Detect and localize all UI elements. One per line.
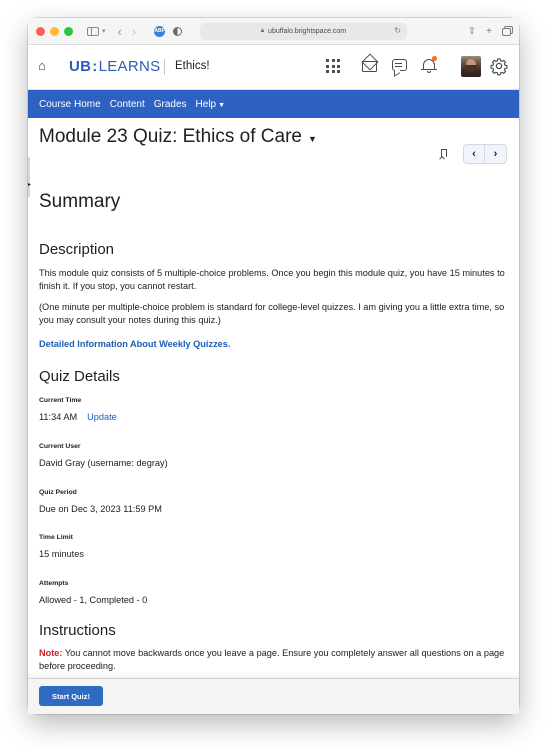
- title-menu-chevron-icon[interactable]: ▼: [307, 133, 317, 144]
- header-divider: [164, 59, 165, 75]
- mail-icon[interactable]: [362, 61, 377, 72]
- browser-window: [28, 18, 519, 714]
- back-arrow-icon[interactable]: ‹: [117, 23, 122, 39]
- tab-overview-icon[interactable]: [502, 28, 511, 36]
- page-title: Module 23 Quiz: Ethics of Care: [39, 126, 302, 147]
- attempts-value: Allowed - 1, Completed - 0: [39, 595, 148, 605]
- chevron-down-icon: ▼: [218, 101, 226, 109]
- attempts-label: Attempts: [39, 580, 69, 587]
- quiz-footer: [28, 678, 519, 714]
- description-note: (One minute per multiple-choice problem is standard for college-level quizzes. I am giving you a little extra time, so you may consult your notes during this quiz.): [39, 302, 505, 325]
- sidebar-toggle-icon[interactable]: [87, 27, 99, 36]
- note-text: You cannot move backwards once you leave a page. Ensure you completely answer all questions on a page before proceeding.: [39, 648, 505, 671]
- note-label: Note:: [39, 648, 63, 658]
- url-text: ubuffalo.brightspace.com: [268, 28, 347, 35]
- adblock-extension-icon[interactable]: ABP: [154, 26, 165, 37]
- course-selector-grid-icon[interactable]: [326, 59, 340, 73]
- bookmark-icon[interactable]: [441, 149, 447, 157]
- chat-icon[interactable]: [392, 59, 407, 71]
- nav-help[interactable]: [196, 99, 226, 110]
- weekly-quizzes-info-link[interactable]: Detailed Information About Weekly Quizzes.: [39, 339, 231, 349]
- start-quiz-button[interactable]: Start Quiz!: [39, 686, 103, 706]
- time-limit-label: Time Limit: [39, 534, 73, 541]
- current-time-value: [39, 412, 117, 422]
- new-tab-icon[interactable]: +: [486, 26, 492, 37]
- description-heading: Description: [39, 241, 115, 258]
- ub-learns-logo[interactable]: [69, 58, 160, 75]
- nav-content[interactable]: Content: [109, 98, 145, 110]
- home-icon[interactable]: ⌂: [38, 58, 46, 73]
- reload-icon[interactable]: ↻: [394, 26, 401, 35]
- quiz-period-value: Due on Dec 3, 2023 11:59 PM: [39, 504, 162, 514]
- quiz-period-label: Quiz Period: [39, 489, 77, 496]
- browser-toolbar: [28, 18, 519, 45]
- chevron-left-icon: ‹: [472, 148, 476, 160]
- time-limit-value: 15 minutes: [39, 549, 84, 559]
- lock-icon: 🔒︎: [260, 28, 265, 34]
- window-controls: [36, 27, 73, 36]
- current-time-label: Current Time: [39, 397, 82, 404]
- logo-learns-text: LEARNS: [98, 58, 161, 75]
- previous-button[interactable]: [463, 144, 485, 164]
- nav-course-home[interactable]: Course Home: [39, 98, 101, 110]
- current-user-label: Current User: [39, 443, 81, 450]
- current-time-text: 11:34 AM: [39, 412, 78, 422]
- close-window-button[interactable]: [36, 27, 45, 36]
- main-content: [28, 119, 519, 678]
- instructions-heading: Instructions: [39, 622, 116, 639]
- course-navbar: [28, 90, 519, 118]
- avatar[interactable]: [461, 56, 481, 77]
- nav-grades[interactable]: Grades: [153, 98, 187, 110]
- chevron-down-icon[interactable]: ▾: [102, 27, 106, 35]
- notification-dot: [432, 56, 437, 61]
- gear-icon[interactable]: [490, 57, 508, 75]
- forward-arrow-icon[interactable]: ›: [131, 23, 137, 39]
- side-panel-handle[interactable]: [28, 157, 30, 197]
- privacy-shield-icon[interactable]: [173, 27, 182, 36]
- nav-help-label: Help: [195, 98, 217, 110]
- logo-separator: :: [92, 58, 98, 75]
- browser-actions: [468, 18, 511, 45]
- quiz-pager: [463, 144, 507, 164]
- current-user-value: David Gray (username: degray): [39, 458, 168, 468]
- share-icon[interactable]: ⇪: [467, 26, 477, 37]
- bell-icon[interactable]: [423, 57, 435, 72]
- address-bar[interactable]: [200, 23, 407, 40]
- logo-ub-text: UB: [69, 58, 92, 75]
- instructions-note: [39, 647, 509, 673]
- course-name[interactable]: Ethics!: [175, 60, 210, 72]
- quiz-details-heading: Quiz Details: [39, 368, 120, 385]
- expand-arrow-icon[interactable]: ▸: [28, 182, 32, 188]
- chevron-right-icon: ›: [493, 148, 498, 160]
- lms-header: [28, 45, 519, 90]
- description-text: This module quiz consists of 5 multiple-choice problems. Once you begin this module quiz, you have 15 minutes to finish it. If you stop, you cannot restart.: [39, 268, 505, 291]
- summary-heading: Summary: [39, 191, 121, 212]
- update-time-link[interactable]: Update: [87, 412, 117, 422]
- next-button[interactable]: [485, 144, 507, 164]
- page-title-row: [39, 126, 317, 148]
- zoom-window-button[interactable]: [64, 27, 73, 36]
- minimize-window-button[interactable]: [50, 27, 59, 36]
